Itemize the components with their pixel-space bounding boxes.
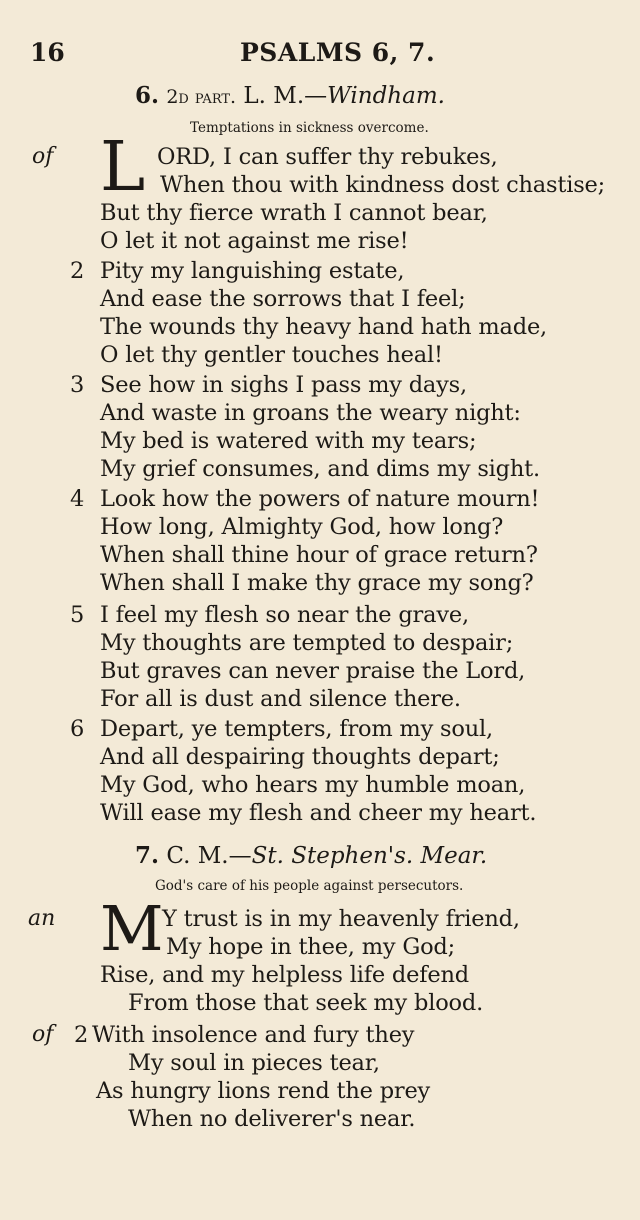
hymn-6-stanza-1-line-1	[157, 144, 498, 170]
stanza-number: 3	[70, 372, 85, 398]
stanza-number: 2	[74, 1022, 89, 1048]
stanza-line: And all despairing thoughts depart;	[100, 744, 500, 770]
stanza-line: Will ease my flesh and cheer my heart.	[100, 800, 537, 826]
hymn-6-stanza-1-line-2: When thou with kindness dost chastise;	[160, 172, 606, 198]
stanza-line: How long, Almighty God, how long?	[100, 514, 504, 540]
stanza-line: My bed is watered with my tears;	[100, 428, 477, 454]
stanza-number: 2	[70, 258, 85, 284]
stanza-line: My God, who hears my humble moan,	[100, 772, 526, 798]
stanza-line: When no deliverer's near.	[128, 1106, 416, 1132]
hymn-6-tune: Windham.	[327, 83, 445, 109]
stanza-number: 4	[70, 486, 85, 512]
hymn-6-line-text: I can suffer thy rebukes,	[222, 144, 498, 170]
stanza-line: My grief consumes, and dims my sight.	[100, 456, 540, 482]
running-title: PSALMS 6, 7.	[240, 38, 436, 67]
stanza-line: And ease the sorrows that I feel;	[100, 286, 466, 312]
hymn-6-number: 6.	[135, 82, 160, 109]
stanza-line: Pity my languishing estate,	[100, 258, 405, 284]
stanza-line: But graves can never praise the Lord,	[100, 658, 526, 684]
stanza-number: 6	[70, 716, 85, 742]
hymn-7-stanza-1-line-1	[162, 906, 520, 932]
stanza-line: See how in sighs I pass my days,	[100, 372, 467, 398]
hymn-7-stanza-1-line-3: Rise, and my helpless life defend	[100, 962, 469, 988]
stanza-line: With insolence and fury they	[92, 1022, 415, 1048]
stanza-line: As hungry lions rend the prey	[96, 1078, 431, 1104]
hymn-7-tune: St. Stephen's. Mear.	[251, 843, 488, 869]
hymn-7-meter: C. M.—	[166, 843, 252, 869]
hymn-7-heading	[135, 842, 487, 869]
stanza-line: I feel my flesh so near the grave,	[100, 602, 469, 628]
hymn-6-meter: L. M.—	[243, 83, 328, 109]
hymn-7-first-word: Y	[162, 906, 177, 932]
hymn-6-first-word: ORD,	[157, 144, 216, 170]
page-number: 16	[30, 38, 65, 67]
hymn-6-part: 2d part.	[166, 86, 237, 108]
stanza-line: My soul in pieces tear,	[128, 1050, 380, 1076]
hymn-6-margin-note: of	[32, 144, 54, 169]
stanza-line: When shall thine hour of grace return?	[100, 542, 538, 568]
hymn-6-drop-cap: L	[100, 128, 146, 207]
stanza-line: My thoughts are tempted to despair;	[100, 630, 514, 656]
hymn-6-stanza-1-line-3: But thy fierce wrath I cannot bear,	[100, 200, 488, 226]
stanza-number: 5	[70, 602, 85, 628]
hymn-7-drop-cap: M	[100, 892, 164, 965]
hymn-7-number: 7.	[135, 842, 160, 869]
stanza-line: Depart, ye tempters, from my soul,	[100, 716, 493, 742]
stanza-line: O let thy gentler touches heal!	[100, 342, 443, 368]
hymn-7-stanza-1-line-2: My hope in thee, my God;	[166, 934, 456, 960]
stanza-line: Look how the powers of nature mourn!	[100, 486, 540, 512]
stanza-line: For all is dust and silence there.	[100, 686, 461, 712]
hymn-7-subtitle: God's care of his people against persecutors.	[155, 878, 464, 894]
hymn-7-margin-note: an	[28, 906, 56, 931]
stanza-line: And waste in groans the weary night:	[100, 400, 521, 426]
hymn-6-heading	[135, 82, 445, 109]
hymn-6-subtitle: Temptations in sickness overcome.	[190, 120, 429, 136]
hymn-6-stanza-1-line-4: O let it not against me rise!	[100, 228, 409, 254]
hymn-7-stanza-2-margin-note: of	[32, 1022, 54, 1047]
hymn-7-line-text: trust is in my heavenly friend,	[183, 906, 520, 932]
stanza-line: The wounds thy heavy hand hath made,	[100, 314, 548, 340]
stanza-line: When shall I make thy grace my song?	[100, 570, 534, 596]
hymn-7-stanza-1-line-4: From those that seek my blood.	[128, 990, 484, 1016]
